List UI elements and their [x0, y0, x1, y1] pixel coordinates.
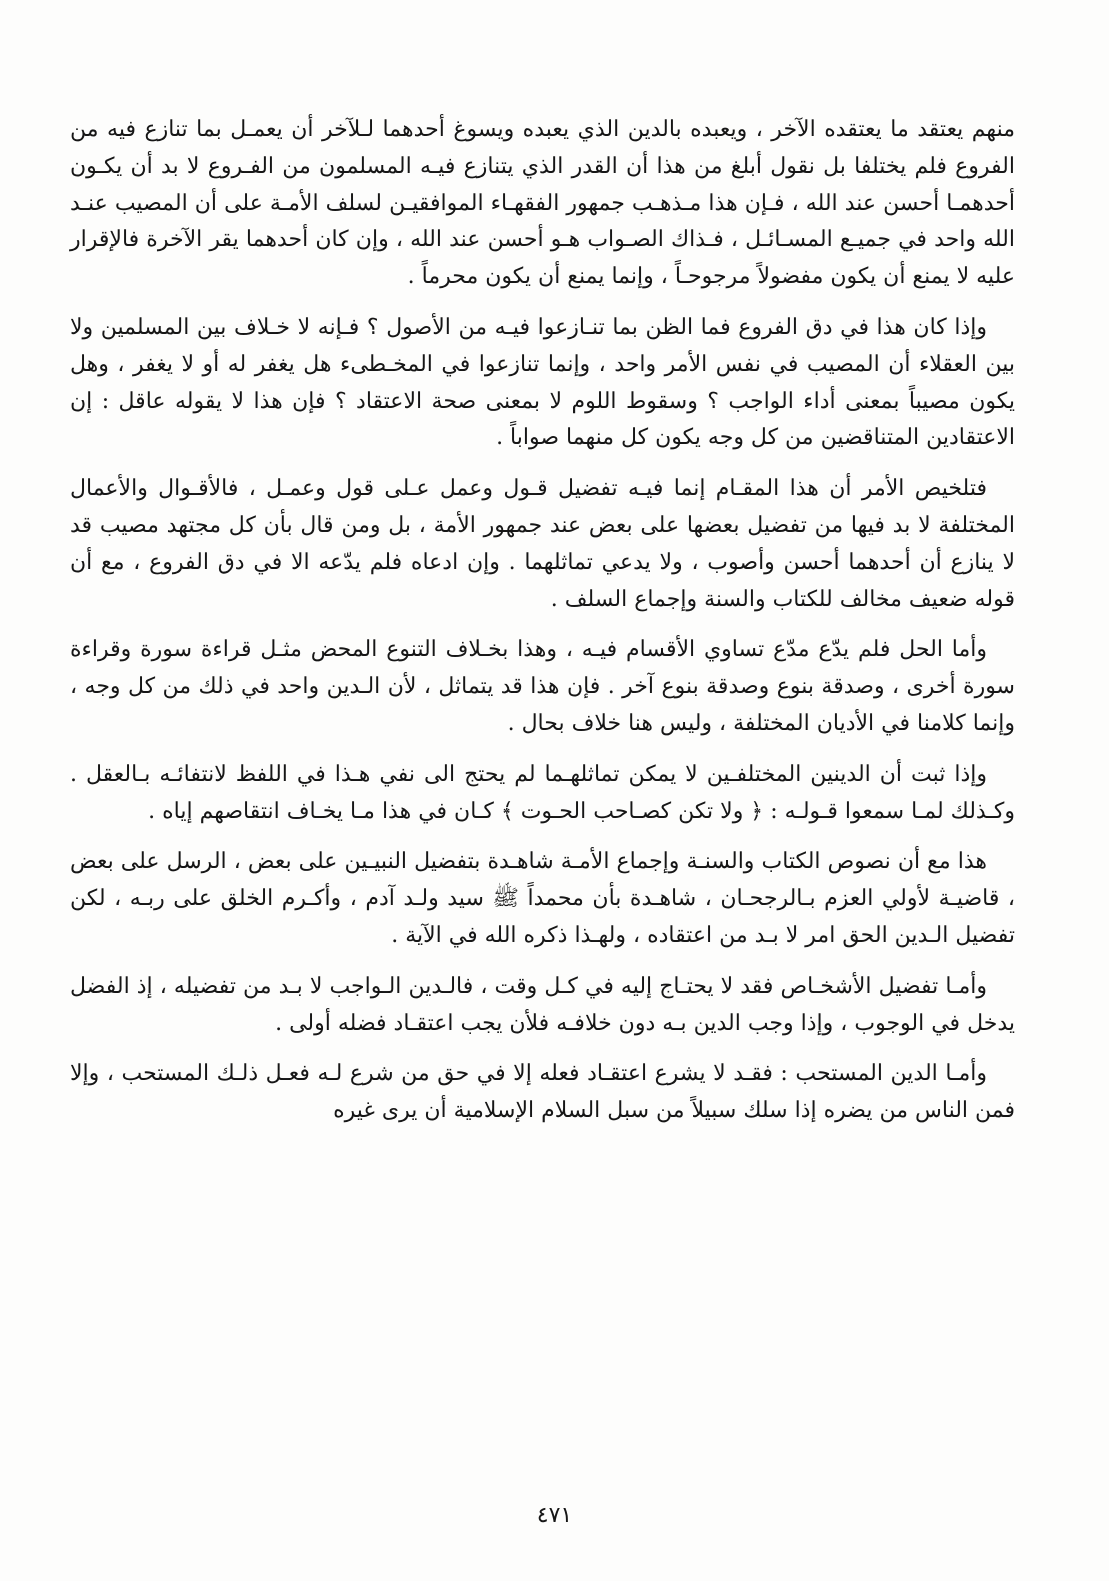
paragraph-4: وأما الحل فلم يدّع مدّع تساوي الأقسام فيـه ، وهذا بخـلاف التنوع المحض مثـل قراءة سورة وقراءة سورة أخرى ، وصدقة بنوع وصدقة بنوع آخر . فإن هذا قد يتماثل ، لأن الـدين واحد في ذلك من كل وجه ، وإنما كلامنا في الأديان المختلفة ، وليس هنا خلاف بحال .: [70, 637, 1015, 736]
paragraph-3: فتلخيص الأمر أن هذا المقـام إنما فيـه تفضيل قـول وعمل عـلى قول وعمـل ، فالأقـوال والأعمال المختلفة لا بد فيها من تفضيل بعضها على بعض عند جمهور الأمة ، بل ومن قال بأن كل مجتهد مصيب قد لا ينازع أن أحدهما أحسن وأصوب ، ولا يدعي تماثلهما . وإن ادعاه فلم يدّعه الا في دق الفروع ، مع أن قوله ضعيف مخالف للكتاب والسنة وإجماع السلف .: [70, 476, 1015, 612]
page-number: ٤٧١: [536, 1503, 573, 1528]
paragraph-6: هذا مع أن نصوص الكتاب والسنـة وإجماع الأمـة شاهـدة بتفضيل النبيـين على بعض ، الرسل على بعض ، قاضيـة لأولي العزم بـالرجحـان ، شاهـدة بأن محمداً ﷺ سيد ولـد آدم ، وأكـرم الخلق على ربـه ، لكن تفضيل الـدين الحق امر لا بـد من اعتقاده ، ولهـذا ذكره الله في الآية .: [70, 849, 1015, 948]
paragraph-7: وأمـا تفضيل الأشخـاص فقد لا يحتـاج إليه في كـل وقت ، فالـدين الـواجب لا بـد من تفضيله ، إذ الفضل يدخل في الوجوب ، وإذا وجب الدين بـه دون خلافـه فلأن يجب اعتقـاد فضله أولى .: [70, 973, 1015, 1036]
paragraph-2: وإذا كان هذا في دق الفروع فما الظن بما تنـازعوا فيـه من الأصول ؟ فـإنه لا خـلاف بين المسلمين ولا بين العقلاء أن المصيب في نفس الأمر واحد ، وإنما تنازعوا في المخـطىء هل يغفر له أو لا يغفر ، وهل يكون مصيباً بمعنى أداء الواجب ؟ وسقوط اللوم لا بمعنى صحة الاعتقاد ؟ فإن هذا لا يقوله عاقل : إن الاعتقادين المتناقضين من كل وجه يكون كل منهما صواباً .: [70, 314, 1015, 451]
paragraph-5: وإذا ثبت أن الدينين المختلفـين لا يمكن تماثلهـما لم يحتج الى نفي هـذا في اللفظ لانتفائـه بـالعقل . وكـذلك لمـا سمعوا قـولـه : ﴿ ولا تكن كصـاحب الحـوت ﴾ كـان في هذا مـا يخـاف انتقاصهم إياه .: [70, 761, 1015, 824]
body-text: [70, 112, 1015, 1144]
paragraph-8: وأمـا الدين المستحب : فقـد لا يشرع اعتقـاد فعله إلا في حق من شرع لـه فعـل ذلـك المستحب ، وإلا فمن الناس من يضره إذا سلك سبيلاً من سبل السلام الإسلامية أن يرى غيره: [70, 1061, 1015, 1124]
paragraph-1: منهم يعتقد ما يعتقده الآخر ، ويعبده بالدين الذي يعبده ويسوغ أحدهما لـلآخر أن يعمـل بما تنازع فيه من الفروع فلم يختلفا بل نقول أبلغ من هذا أن القدر الذي يتنازع فيـه المسلمون من الفـروع لا بد أن يكـون أحدهمـا أحسن عند الله ، فـإن هذا مـذهـب جمهور الفقهـاء الموافقيـن لسلف الأمـة على أن المصيب عنـد الله واحد في جميـع المسـائـل ، فـذاك الصـواب هـو أحسن عند الله ، وإن كان أحدهما يقر الآخرة فالإقرار عليه لا يمنع أن يكون مفضولاً مرجوحـاً ، وإنما يمنع أن يكون محرماً .: [70, 117, 1015, 290]
